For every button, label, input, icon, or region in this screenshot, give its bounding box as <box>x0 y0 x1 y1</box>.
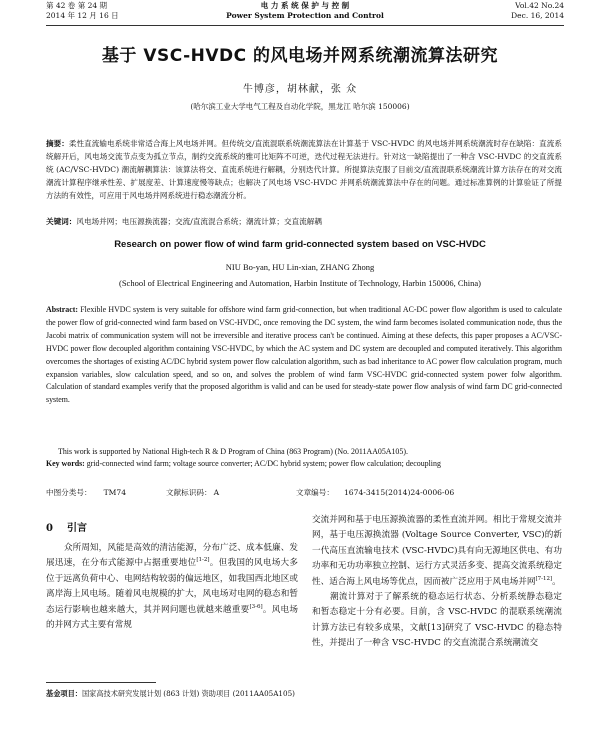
keywords-en-label: Key words: <box>46 459 85 468</box>
abstract-cn-text: 柔性直流输电系统非常适合海上风电场并网。但传统交/直流混联系统潮流算法在计算基于 VSC-HVDC 的风电场并网系统潮流时存在缺陷：直流系统解开后，风电场交流节点变为孤立节点，制约交流系统的雅可比矩阵不可逆，迭代过程无法进行。针对这一缺陷提出了一种含 VSC-HVDC 的交直流系统 (AC/VSC-HVDC) 潮流解耦算法：该算法将交、直流系统进行解耦，分别迭代计算。所提算法克服了目前交/直流混联系统潮流计算方法存在的对交流潮流计算程序继承性差、扩展度差、计算速度慢等缺点；也解决了风电场 VSC-HVDC 并网系统潮流算法中存在的问题。通过标准算例的计算验证了所提方法的有效性，可应用于风电场并网系统进行稳态潮流分析。 <box>46 139 563 200</box>
citation-1-2: [1-2] <box>196 557 210 564</box>
clc-label: 中图分类号： <box>46 488 92 497</box>
intro-right-column <box>312 513 562 652</box>
running-header <box>46 0 564 26</box>
journal-name: 电 力 系 统 保 护 与 控 制 Power System Protection and Control <box>226 1 384 20</box>
intro-right-text-a: 交流并网和基于电压源换流器的柔性直流并网。相比于常规交流并网，基于电压源换流器 (Voltage Source Converter, VSC)的新一代高压直流输电技术 (VSC-HVDC)具有向无源地区供电、有功功率和无功功率独立控制、运行方式灵活多变、提高交流系统稳定性、适合海上风电场等优点，因而被广泛应用于风电场并网 <box>312 515 562 587</box>
citation-3-6: [3-6] <box>249 603 263 610</box>
journal-volume-info-en: Vol.42 No.24 Dec. 16, 2014 <box>511 1 564 20</box>
affiliation-en: (School of Electrical Engineering and Automation, Harbin Institute of Technology, Harbin 150006, China) <box>119 278 481 288</box>
keywords-en-text: grid-connected wind farm; voltage source converter; AC/DC hybrid system; power flow calculation; decoupling <box>86 459 441 468</box>
affiliation-cn: (哈尔滨工业大学电气工程及自动化学院，黑龙江 哈尔滨 150006) <box>190 102 410 111</box>
intro-left-text-c: 。风电场的并网方式主要有常规 <box>46 604 298 631</box>
footnote-label: 基金项目： <box>46 689 82 698</box>
footnote-text: 国家高技术研究发展计划 (863 计划) 资助项目 (2011AA05A105) <box>81 689 295 698</box>
paper-title-cn: 基于 VSC-HVDC 的风电场并网系统潮流算法研究 <box>101 46 499 66</box>
keywords-cn <box>46 215 562 228</box>
funding-footnote <box>46 688 298 701</box>
abstract-cn-label: 摘要： <box>46 139 69 148</box>
doc-value: A <box>213 488 220 497</box>
intro-right-text-b: 。 <box>552 576 561 587</box>
section-heading <box>46 519 87 534</box>
footnote-divider <box>46 682 156 683</box>
citation-7-12: [7-12] <box>535 575 553 582</box>
keywords-en <box>46 458 562 470</box>
paper-title-en: Research on power flow of wind farm grid-connected system based on VSC-HVDC <box>114 239 486 250</box>
keywords-cn-label: 关键词： <box>46 217 77 226</box>
abstract-en-text: Flexible HVDC system is very suitable for offshore wind farm grid-connection, but when traditional AC-DC power flow algorithm is used to calculate the power flow of grid-connected wind farm based on VSC-HVDC, once removing the DC system, the wind farm becomes isolated communication node, thus the Jacobi matrix of communication system will not be irreversible and iterative process can't be continued. Aiming at these defects, this paper proposes a AC/VSC-HVDC power flow decoupled algorithm containing VSC-HVDC, by which the AC system and DC system are decoupled and computed iteratively. This algorithm overcomes the shortages of existing AC/DC hybrid system power flow calculation algorithm, such as bad inheritance to AC power flow calculation program, much expansion variables, slow calculation speed, and so on, and solves the problem of wind farm VSC-HVDC grid-connected system power folw algorithm. Calculation of standard examples verify that the proposed algorithm is valid and can be used for steady-state power flow analysis of wind farm DC grid-connected system. <box>46 305 562 405</box>
authors-en: NIU Bo-yan, HU Lin-xian, ZHANG Zhong <box>225 262 375 272</box>
article-label: 文章编号： <box>296 488 334 497</box>
doc-label: 文献标识码： <box>166 488 212 497</box>
intro-left-text-b: 。但我国的风电场大多位于远离负荷中心、电网结构较弱的偏远地区，如我国西北地区或离岸海上风电场。随着风电规模的扩大，风电场对电网的稳态和暂态运行影响也越来越大，其并网问题也就越来越重要 <box>46 558 298 615</box>
intro-left-text-a: 众所周知，风能是高效的清洁能源，分布广泛、成本低廉、发展迅速，在分布式能源中占据重要地位 <box>46 543 298 569</box>
keywords-cn-text: 风电场并网；电压源换流器；交流/直流混合系统；潮流计算；交直流解耦 <box>76 217 322 226</box>
document-code <box>166 487 219 498</box>
abstract-en-label: Abstract: <box>46 305 78 314</box>
intro-right-paragraph-1 <box>312 513 562 590</box>
abstract-en <box>46 304 562 407</box>
intro-left-column <box>46 541 298 633</box>
section-number: 0 <box>46 523 53 534</box>
funding-statement-en: This work is supported by National High-tech R & D Program of China (863 Program) (No. 2011AA05A105). <box>58 447 408 456</box>
article-value: 1674-3415(2014)24-0006-06 <box>343 488 455 497</box>
abstract-cn <box>46 137 562 202</box>
clc-number <box>46 487 126 498</box>
clc-value: TM74 <box>103 488 127 497</box>
classification-line <box>46 487 562 499</box>
authors-cn: 牛博彦，胡林献，张 众 <box>242 84 358 95</box>
article-number <box>296 487 454 498</box>
intro-right-paragraph-2: 潮流计算对于了解系统的稳态运行状态、分析系统静态稳定和暂态稳定十分有必要。目前，含 VSC-HVDC 的混联系统潮流计算方法已有较多成果，文献[13]研究了 VSC-HVDC 的稳态特性，并提出了一种含 VSC-HVDC 的交直流混合系统潮流交 <box>312 592 562 649</box>
journal-volume-info: 第 42 卷 第 24 期 2014 年 12 月 16 日 <box>46 1 119 20</box>
section-title: 引言 <box>66 523 87 534</box>
